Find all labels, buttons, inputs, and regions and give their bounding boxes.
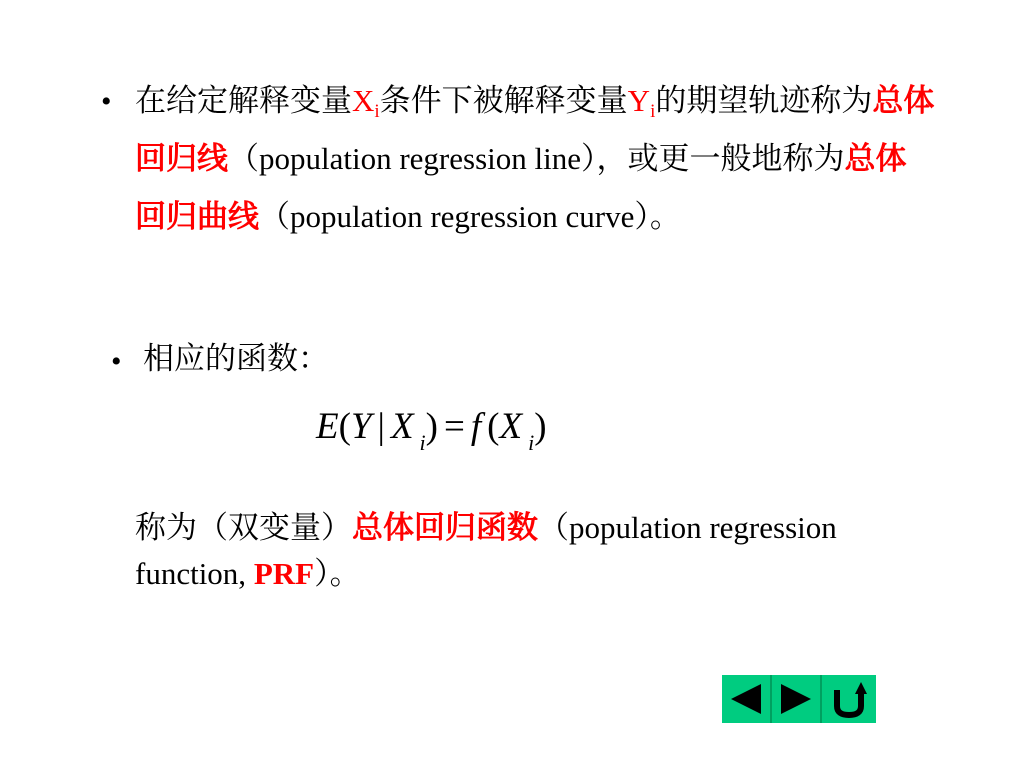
eq-paren: )	[425, 406, 438, 447]
paragraph-corresponding-function	[143, 330, 643, 388]
return-icon	[829, 680, 869, 718]
highlight-term: 总体回归曲线	[135, 141, 907, 234]
navigation-bar	[722, 675, 876, 723]
next-icon	[777, 682, 815, 716]
return-button[interactable]	[822, 675, 876, 723]
text-segment: （population regression function,	[135, 510, 837, 591]
eq-function-f: f	[470, 406, 482, 447]
subscript-i: i	[650, 101, 656, 122]
eq-subscript: i	[419, 430, 426, 455]
prf-equation	[316, 405, 547, 455]
text-segment: 相应的函数：	[143, 341, 329, 376]
eq-y: Y	[350, 406, 372, 447]
bullet-1: •	[101, 85, 112, 118]
eq-x: X	[499, 406, 523, 447]
previous-button[interactable]	[722, 675, 772, 723]
eq-paren: (	[338, 406, 351, 447]
previous-icon	[727, 682, 765, 716]
next-button[interactable]	[772, 675, 822, 723]
text-segment: ）。	[314, 556, 361, 591]
text-segment: 条件下被解释变量	[379, 83, 628, 118]
text-segment: 称为（双变量）	[135, 510, 352, 545]
text-segment: 在给定解释变量	[135, 83, 352, 118]
eq-x: X	[390, 406, 414, 447]
text-segment: （population regression line），或更一般地称为	[228, 141, 845, 176]
eq-equals: =	[444, 406, 465, 447]
highlight-abbreviation: PRF	[253, 556, 315, 591]
highlight-term: 总体回归线	[135, 83, 935, 176]
text-segment: 的期望轨迹称为	[655, 83, 873, 118]
variable-y: Y	[627, 83, 651, 118]
subscript-i: i	[374, 101, 380, 122]
text-segment: （population regression curve）。	[259, 199, 681, 234]
eq-conditional-bar: |	[377, 406, 385, 447]
variable-x: X	[352, 83, 375, 118]
eq-subscript: i	[528, 430, 535, 455]
bullet-2: •	[111, 345, 122, 378]
eq-paren: )	[534, 406, 547, 447]
paragraph-prf-definition	[135, 505, 895, 597]
eq-paren: (	[487, 406, 500, 447]
highlight-term: 总体回归函数	[352, 510, 538, 545]
eq-expectation: E	[316, 406, 339, 447]
paragraph-population-regression-line	[135, 72, 935, 246]
